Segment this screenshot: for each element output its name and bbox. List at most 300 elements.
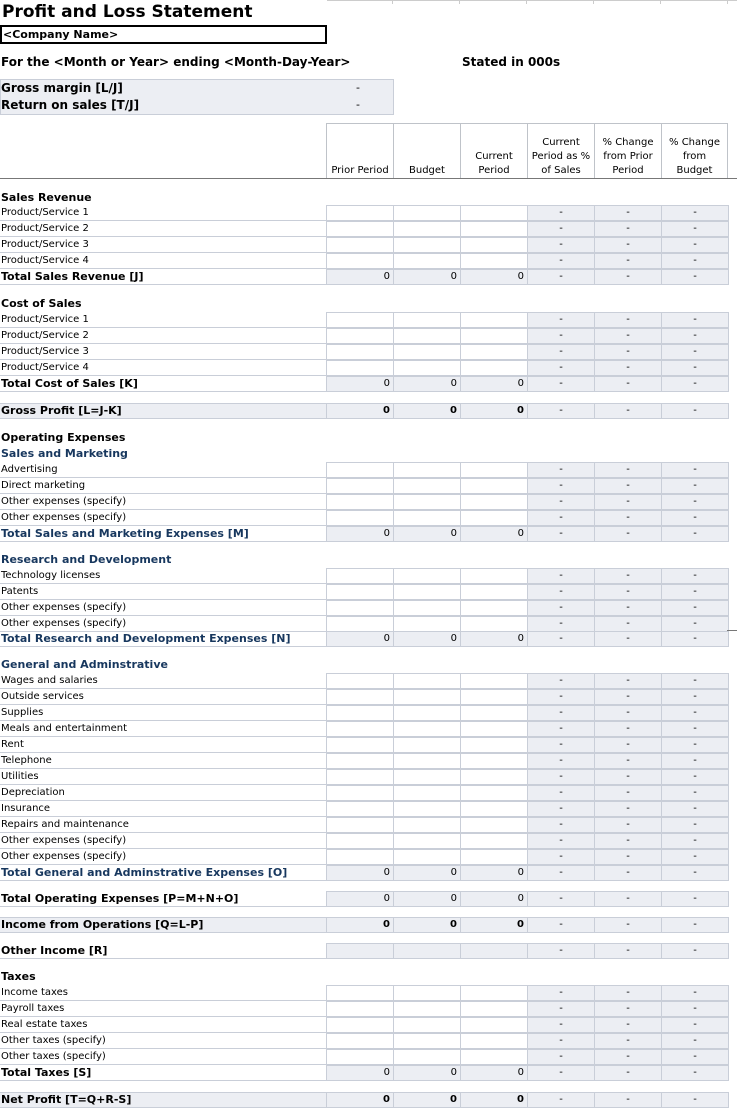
change-prior-cell: - [594,312,662,328]
prior-period-cell[interactable] [326,1001,394,1017]
prior-period-cell[interactable]: 0 [326,891,394,907]
budget-cell[interactable] [393,478,461,494]
budget-cell[interactable] [393,494,461,510]
col-header-change-budget: % Change from Budget [661,123,728,179]
total-row [0,269,737,285]
row-label: Repairs and maintenance [1,819,129,830]
prior-period-cell[interactable] [326,344,394,360]
row-label: Product/Service 3 [1,239,89,250]
return-on-sales-label: Return on sales [T/J] [1,98,140,112]
line-item-row [0,849,737,865]
row-label: Meals and entertainment [1,723,128,734]
row-label: Wages and salaries [1,675,98,686]
change-budget-cell: - [661,891,729,907]
change-budget-cell: - [661,673,729,689]
prior-period-cell[interactable] [326,462,394,478]
prior-period-cell[interactable] [326,237,394,253]
line-item-row [0,985,737,1001]
total-row [0,631,737,647]
total-row [0,1092,737,1108]
current-period-cell[interactable]: 0 [460,917,528,933]
change-prior-cell: - [594,568,662,584]
prior-period-cell[interactable] [326,943,394,959]
prior-period-cell[interactable] [326,510,394,526]
current-period-cell[interactable] [460,328,528,344]
line-item-row [0,510,737,526]
line-item-row [0,833,737,849]
prior-period-cell[interactable] [326,737,394,753]
current-period-cell[interactable] [460,705,528,721]
budget-cell[interactable] [393,769,461,785]
change-budget-cell: - [661,1001,729,1017]
prior-period-cell[interactable] [326,753,394,769]
row-label: Research and Development [1,553,172,566]
col-header-budget: Budget [393,123,460,179]
change-prior-cell: - [594,833,662,849]
budget-cell[interactable] [393,1017,461,1033]
line-item-row [0,1033,737,1049]
change-prior-cell: - [594,769,662,785]
budget-cell[interactable]: 0 [393,376,461,392]
row-label: Advertising [1,464,58,475]
pct-of-sales-cell: - [527,985,595,1001]
prior-period-cell[interactable]: 0 [326,376,394,392]
prior-period-cell[interactable]: 0 [326,1065,394,1081]
pct-of-sales-cell: - [527,526,595,542]
prior-period-cell[interactable] [326,689,394,705]
budget-cell[interactable] [393,344,461,360]
pct-of-sales-cell: - [527,269,595,285]
budget-cell[interactable] [393,1001,461,1017]
pct-of-sales-cell: - [527,917,595,933]
current-period-cell[interactable] [460,943,528,959]
pct-of-sales-cell: - [527,865,595,881]
row-label: Gross Profit [L=J-K] [1,404,122,417]
current-period-cell[interactable] [460,360,528,376]
pct-of-sales-cell: - [527,568,595,584]
budget-cell[interactable] [393,600,461,616]
prior-period-cell[interactable]: 0 [326,269,394,285]
change-prior-cell: - [594,785,662,801]
prior-period-cell[interactable] [326,769,394,785]
pct-of-sales-cell: - [527,403,595,419]
budget-cell[interactable] [393,462,461,478]
change-budget-cell: - [661,312,729,328]
budget-cell[interactable] [393,616,461,632]
current-period-cell[interactable] [460,205,528,221]
total-row [0,376,737,392]
prior-period-cell[interactable] [326,584,394,600]
total-row [0,891,737,907]
pct-of-sales-cell: - [527,1033,595,1049]
current-period-cell[interactable] [460,753,528,769]
row-label: Product/Service 2 [1,330,89,341]
budget-cell[interactable] [393,205,461,221]
row-label: Product/Service 4 [1,255,89,266]
col-header-change-prior: % Change from Prior Period [594,123,661,179]
change-budget-cell: - [661,1033,729,1049]
prior-period-cell[interactable] [326,817,394,833]
prior-period-cell[interactable] [326,568,394,584]
budget-cell[interactable] [393,737,461,753]
line-item-row [0,360,737,376]
change-budget-cell: - [661,1092,729,1108]
current-period-cell[interactable] [460,600,528,616]
prior-period-cell[interactable]: 0 [326,403,394,419]
current-period-cell[interactable] [460,494,528,510]
return-on-sales-value: - [356,98,360,111]
current-period-cell[interactable] [460,769,528,785]
prior-period-cell[interactable] [326,801,394,817]
pct-of-sales-cell: - [527,689,595,705]
pct-of-sales-cell: - [527,631,595,647]
budget-cell[interactable] [393,705,461,721]
change-budget-cell: - [661,833,729,849]
budget-cell[interactable] [393,253,461,269]
current-period-cell[interactable] [460,801,528,817]
current-period-cell[interactable] [460,833,528,849]
prior-period-cell[interactable] [326,985,394,1001]
current-period-cell[interactable] [460,478,528,494]
prior-period-cell[interactable] [326,673,394,689]
change-budget-cell: - [661,205,729,221]
col-header-current-pct-sales: Current Period as % of Sales [527,123,594,179]
change-prior-cell: - [594,344,662,360]
pct-of-sales-cell: - [527,478,595,494]
row-label: Total General and Adminstrative Expenses [O] [1,866,288,879]
line-item-row [0,1001,737,1017]
current-period-cell[interactable] [460,689,528,705]
prior-period-cell[interactable] [326,312,394,328]
prior-period-cell[interactable] [326,849,394,865]
current-period-cell[interactable] [460,344,528,360]
row-label: Product/Service 2 [1,223,89,234]
budget-cell[interactable] [393,785,461,801]
company-name-field[interactable]: <Company Name> [0,25,327,44]
prior-period-cell[interactable] [326,253,394,269]
budget-cell[interactable] [393,360,461,376]
budget-cell[interactable] [393,943,461,959]
line-item-row [0,721,737,737]
current-period-cell[interactable]: 0 [460,865,528,881]
change-budget-cell: - [661,269,729,285]
change-budget-cell: - [661,737,729,753]
row-label: Product/Service 4 [1,362,89,373]
current-period-cell[interactable] [460,462,528,478]
current-period-cell[interactable] [460,721,528,737]
change-prior-cell: - [594,801,662,817]
pct-of-sales-cell: - [527,253,595,269]
pct-of-sales-cell: - [527,360,595,376]
line-item-row [0,205,737,221]
change-budget-cell: - [661,526,729,542]
change-prior-cell: - [594,1065,662,1081]
section-header [0,190,737,206]
line-item-row [0,237,737,253]
current-period-cell[interactable] [460,785,528,801]
budget-cell[interactable] [393,817,461,833]
prior-period-cell[interactable] [326,494,394,510]
change-prior-cell: - [594,478,662,494]
line-item-row [0,600,737,616]
row-label: Sales and Marketing [1,447,128,460]
gross-margin-value: - [356,81,360,94]
current-period-cell[interactable]: 0 [460,631,528,647]
prior-period-cell[interactable] [326,1049,394,1065]
pct-of-sales-cell: - [527,785,595,801]
prior-period-cell[interactable] [326,600,394,616]
pct-of-sales-cell: - [527,344,595,360]
row-label: Total Cost of Sales [K] [1,377,138,390]
row-label: Patents [1,586,39,597]
row-label: Other Income [R] [1,944,108,957]
line-item-row [0,221,737,237]
change-budget-cell: - [661,403,729,419]
budget-cell[interactable] [393,312,461,328]
prior-period-cell[interactable]: 0 [326,526,394,542]
current-period-cell[interactable]: 0 [460,1065,528,1081]
current-period-cell[interactable]: 0 [460,376,528,392]
change-prior-cell: - [594,494,662,510]
change-budget-cell: - [661,462,729,478]
section-header [0,296,737,312]
budget-cell[interactable] [393,753,461,769]
line-item-row [0,1017,737,1033]
prior-period-cell[interactable] [326,833,394,849]
change-budget-cell: - [661,865,729,881]
prior-period-cell[interactable] [326,478,394,494]
section-header [0,446,737,462]
row-label: Total Taxes [S] [1,1066,92,1079]
current-period-cell[interactable] [460,737,528,753]
pct-of-sales-cell: - [527,801,595,817]
budget-cell[interactable] [393,1033,461,1049]
change-prior-cell: - [594,1017,662,1033]
change-budget-cell: - [661,253,729,269]
change-prior-cell: - [594,237,662,253]
row-label: Other expenses (specify) [1,851,127,862]
prior-period-cell[interactable]: 0 [326,631,394,647]
change-prior-cell: - [594,526,662,542]
budget-cell[interactable] [393,510,461,526]
prior-period-cell[interactable] [326,785,394,801]
row-label: Other expenses (specify) [1,496,127,507]
pct-of-sales-cell: - [527,817,595,833]
budget-cell[interactable]: 0 [393,526,461,542]
budget-cell[interactable] [393,221,461,237]
prior-period-cell[interactable] [326,616,394,632]
column-header-row [0,123,737,180]
current-period-cell[interactable] [460,237,528,253]
prior-period-cell[interactable] [326,360,394,376]
current-period-cell[interactable] [460,312,528,328]
current-period-cell[interactable] [460,221,528,237]
pct-of-sales-cell: - [527,221,595,237]
prior-period-cell[interactable]: 0 [326,1092,394,1108]
budget-cell[interactable] [393,673,461,689]
budget-cell[interactable]: 0 [393,891,461,907]
change-prior-cell: - [594,753,662,769]
budget-cell[interactable] [393,1049,461,1065]
row-label: Other expenses (specify) [1,618,127,629]
current-period-cell[interactable] [460,849,528,865]
prior-period-cell[interactable] [326,328,394,344]
row-label: Insurance [1,803,51,814]
change-budget-cell: - [661,1017,729,1033]
total-row [0,1065,737,1081]
change-budget-cell: - [661,237,729,253]
change-prior-cell: - [594,737,662,753]
budget-cell[interactable] [393,568,461,584]
prior-period-cell[interactable] [326,721,394,737]
header-underline [0,178,737,179]
row-label: Operating Expenses [1,431,126,444]
row-label: Telephone [1,755,52,766]
row-label: Real estate taxes [1,1019,88,1030]
section-header [0,969,737,985]
row-label: Utilities [1,771,39,782]
change-prior-cell: - [594,253,662,269]
prior-period-cell[interactable] [326,1017,394,1033]
budget-cell[interactable] [393,721,461,737]
prior-period-cell[interactable] [326,705,394,721]
budget-cell[interactable] [393,833,461,849]
prior-period-cell[interactable] [326,1033,394,1049]
change-budget-cell: - [661,360,729,376]
line-item-row [0,253,737,269]
current-period-cell[interactable] [460,1001,528,1017]
change-budget-cell: - [661,917,729,933]
change-prior-cell: - [594,328,662,344]
total-row [0,403,737,419]
change-prior-cell: - [594,985,662,1001]
col-header-current-period: Current Period [460,123,527,179]
budget-cell[interactable]: 0 [393,403,461,419]
current-period-cell[interactable] [460,510,528,526]
row-label: Direct marketing [1,480,86,491]
prior-period-cell[interactable]: 0 [326,917,394,933]
change-budget-cell: - [661,705,729,721]
pct-of-sales-cell: - [527,1001,595,1017]
current-period-cell[interactable]: 0 [460,269,528,285]
pct-of-sales-cell: - [527,849,595,865]
pct-of-sales-cell: - [527,769,595,785]
line-item-row [0,616,737,632]
change-prior-cell: - [594,600,662,616]
section-header [0,657,737,673]
row-label: Product/Service 1 [1,207,89,218]
budget-cell[interactable]: 0 [393,631,461,647]
line-item-row [0,817,737,833]
row-label: Outside services [1,691,84,702]
budget-cell[interactable]: 0 [393,1092,461,1108]
change-prior-cell: - [594,584,662,600]
row-label: Total Research and Development Expenses [N] [1,632,291,645]
change-budget-cell: - [661,584,729,600]
budget-cell[interactable]: 0 [393,865,461,881]
change-budget-cell: - [661,328,729,344]
line-item-row [0,344,737,360]
change-budget-cell: - [661,616,729,632]
current-period-cell[interactable] [460,616,528,632]
change-budget-cell: - [661,943,729,959]
current-period-cell[interactable] [460,817,528,833]
row-label: Sales Revenue [1,191,92,204]
row-label: Net Profit [T=Q+R-S] [1,1093,132,1106]
total-row [0,865,737,881]
period-text[interactable]: For the <Month or Year> ending <Month-Day-Year> [1,55,351,69]
gross-margin-label: Gross margin [L/J] [1,81,123,95]
current-period-cell[interactable] [460,253,528,269]
pct-of-sales-cell: - [527,328,595,344]
prior-period-cell[interactable] [326,205,394,221]
row-label: Depreciation [1,787,65,798]
current-period-cell[interactable] [460,673,528,689]
change-prior-cell: - [594,1033,662,1049]
pct-of-sales-cell: - [527,1049,595,1065]
budget-cell[interactable] [393,328,461,344]
current-period-cell[interactable] [460,1033,528,1049]
line-item-row [0,769,737,785]
change-prior-cell: - [594,462,662,478]
current-period-cell[interactable]: 0 [460,403,528,419]
current-period-cell[interactable]: 0 [460,526,528,542]
line-item-row [0,705,737,721]
total-row [0,943,737,959]
change-budget-cell: - [661,344,729,360]
budget-cell[interactable] [393,689,461,705]
current-period-cell[interactable]: 0 [460,891,528,907]
budget-cell[interactable]: 0 [393,1065,461,1081]
budget-cell[interactable] [393,801,461,817]
budget-cell[interactable] [393,985,461,1001]
current-period-cell[interactable] [460,568,528,584]
change-prior-cell: - [594,817,662,833]
current-period-cell[interactable] [460,1049,528,1065]
stated-units: Stated in 000s [462,55,561,69]
current-period-cell[interactable] [460,985,528,1001]
budget-cell[interactable] [393,237,461,253]
line-item-row [0,478,737,494]
current-period-cell[interactable] [460,584,528,600]
budget-cell[interactable] [393,584,461,600]
change-budget-cell: - [661,817,729,833]
change-prior-cell: - [594,943,662,959]
prior-period-cell[interactable]: 0 [326,865,394,881]
row-label: Payroll taxes [1,1003,65,1014]
row-label: Rent [1,739,24,750]
pct-of-sales-cell: - [527,205,595,221]
budget-cell[interactable]: 0 [393,917,461,933]
change-prior-cell: - [594,705,662,721]
change-budget-cell: - [661,478,729,494]
change-prior-cell: - [594,221,662,237]
change-prior-cell: - [594,376,662,392]
line-item-row [0,785,737,801]
prior-period-cell[interactable] [326,221,394,237]
pct-of-sales-cell: - [527,1092,595,1108]
change-budget-cell: - [661,510,729,526]
current-period-cell[interactable] [460,1017,528,1033]
row-label: Product/Service 1 [1,314,89,325]
row-label: Income taxes [1,987,68,998]
row-label: Taxes [1,970,36,983]
budget-cell[interactable] [393,849,461,865]
current-period-cell[interactable]: 0 [460,1092,528,1108]
change-prior-cell: - [594,849,662,865]
change-budget-cell: - [661,1049,729,1065]
budget-cell[interactable]: 0 [393,269,461,285]
